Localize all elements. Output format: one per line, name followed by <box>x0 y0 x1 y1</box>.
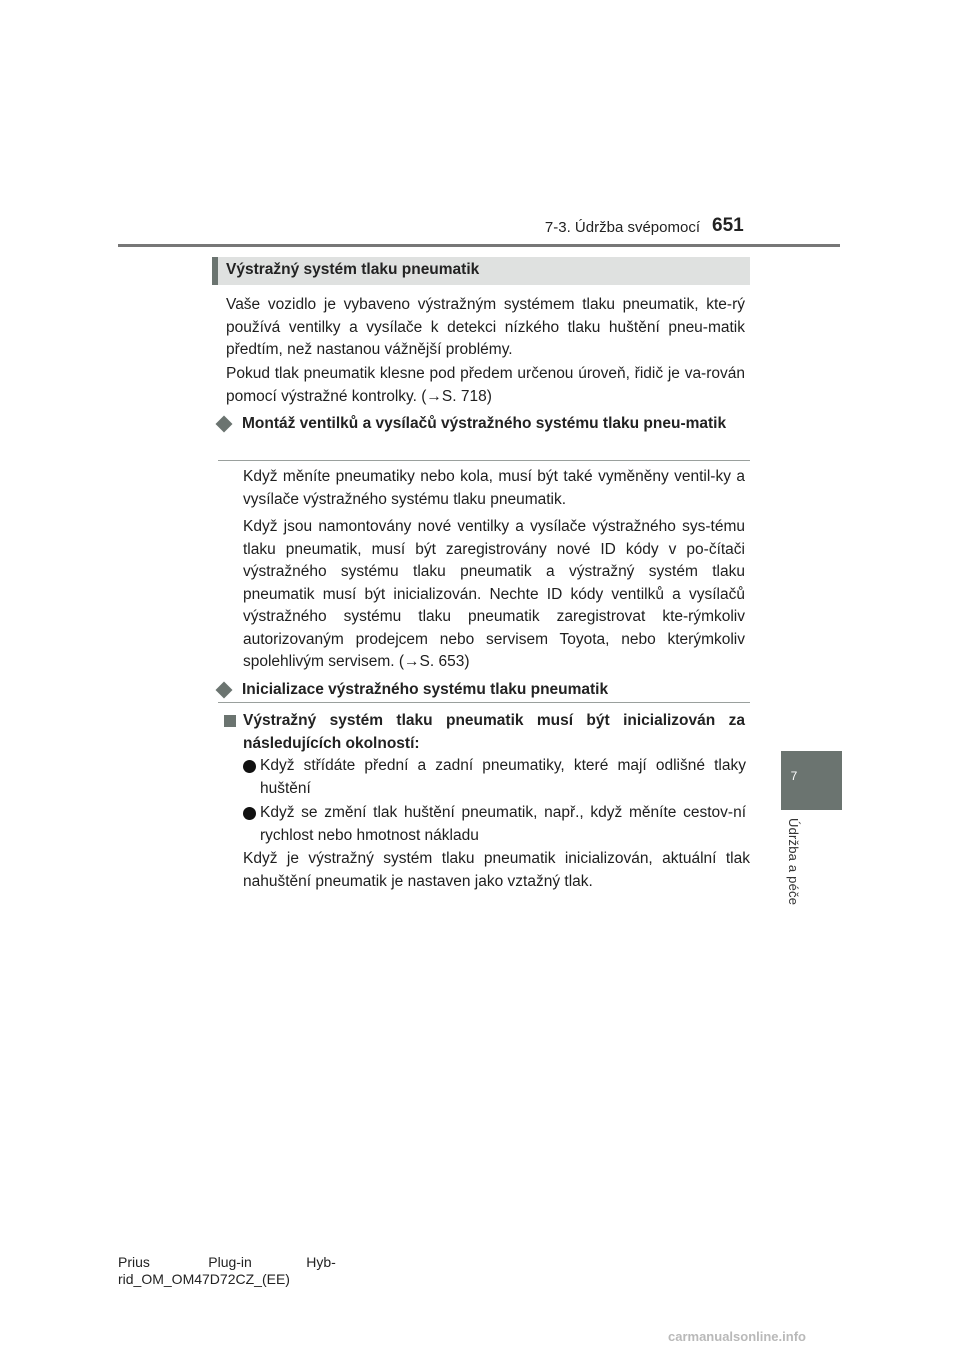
square-bullet-icon <box>224 715 236 727</box>
footer-line-2: rid_OM_OM47D72CZ_(EE) <box>118 1271 290 1287</box>
page-number: 651 <box>712 215 744 236</box>
header-rule <box>118 244 840 247</box>
running-header-section: 7-3. Údržba svépomocí <box>544 219 700 236</box>
section-title: Výstražný systém tlaku pneumatik <box>226 261 480 278</box>
subsection-rule-2 <box>218 702 750 703</box>
chapter-tab-number: 7 <box>790 769 798 783</box>
diamond-bullet-icon <box>216 416 233 433</box>
subsection-1-paragraph-2: Když jsou namontovány nové ventilky a vysílače výstražného sys-tému tlaku pneumatik, musí být zaregistrovány nové ID kódy v po-čítači výstražného systému tlaku pneumatik a výstražný systém tlaku pneumatik musí být inicializován. Nechte ID kódy ventilků a vysílačů výstražného systému tlaku pneumatik zaregistrovat kte-rýmkoliv autorizovaným prodejcem nebo servisem Toyota, nebo kterýmkoliv spolehlivým servisem. (→S. 653) <box>243 518 745 670</box>
subsection-heading-1 <box>218 412 748 458</box>
subsection-title-2: Inicializace výstražného systému tlaku pneumatik <box>242 681 609 698</box>
bullet-item-1: Když střídáte přední a zadní pneumatiky, které mají odlišné tlaky huštění <box>260 757 746 797</box>
diamond-bullet-icon <box>216 682 233 699</box>
bullet-item-2: Když se změní tlak huštění pneumatik, např., když měníte cestov-ní rychlost nebo hmotnost nákladu <box>260 804 746 844</box>
chapter-tab-title: Údržba a péče <box>786 818 801 906</box>
subsection-rule-1 <box>218 460 750 461</box>
footer-line-1: Prius Plug-in Hyb- <box>118 1254 336 1270</box>
dot-bullet-icon <box>243 760 256 773</box>
subsection-1-paragraph-1: Když měníte pneumatiky nebo kola, musí být také vyměněny ventil-ky a vysílače výstražného systému tlaku pneumatik. <box>243 468 745 508</box>
dot-bullet-icon <box>243 807 256 820</box>
section-title-accent <box>212 257 218 285</box>
condition-title: Výstražný systém tlaku pneumatik musí být inicializován za následujících okolností: <box>243 712 745 752</box>
footer-doc-id <box>118 1254 336 1288</box>
intro-paragraph-1: Vaše vozidlo je vybaveno výstražným systémem tlaku pneumatik, kte-rý používá ventilky a vysílače k detekci nízkého tlaku huštění pneu-matik předtím, než nastanou vážnější problémy. <box>226 296 745 358</box>
subsection-heading-2 <box>218 678 748 702</box>
closing-paragraph: Když je výstražný systém tlaku pneumatik inicializován, aktuální tlak nahuštění pneumatik je nastaven jako vztažný tlak. <box>243 850 750 890</box>
subsection-title-1: Montáž ventilků a vysílačů výstražného systému tlaku pneu-matik <box>242 415 727 432</box>
intro-paragraph-2: Pokud tlak pneumatik klesne pod předem určenou úroveň, řidič je va-rován pomocí výstražné kontrolky. (→S. 718) <box>226 365 745 405</box>
watermark: carmanualsonline.info <box>668 1329 806 1344</box>
